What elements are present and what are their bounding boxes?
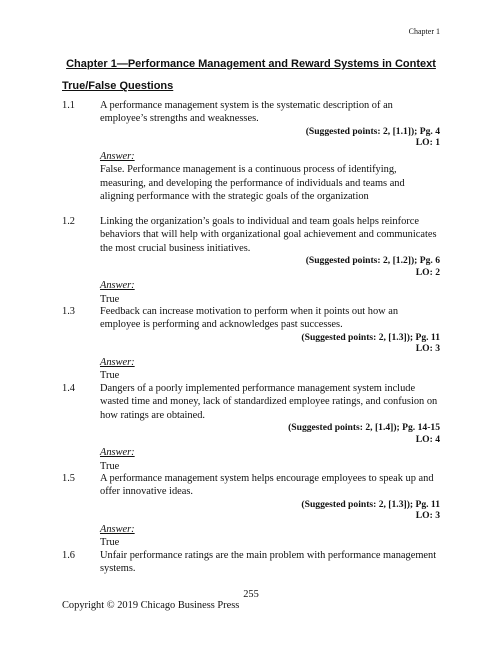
question-text: Linking the organization’s goals to individual and team goals helps reinforce behaviors that will help with organizational goal achievement and communicates the most crucial business initiatives. [100,216,437,254]
question-1-4 [62,382,440,473]
question-number: 1.1 [62,100,75,111]
answer-label: Answer: [100,523,135,535]
question-number: 1.2 [62,216,75,227]
chapter-title: Chapter 1—Performance Management and Reward Systems in Context [66,58,436,70]
question-points: (Suggested points: 2, [1.2]); Pg. 6 [305,255,440,267]
question-text: Unfair performance ratings are the main problem with performance management systems. [100,550,437,575]
question-lo: LO: 1 [415,137,440,149]
question-points: (Suggested points: 2, [1.3]); Pg. 11 [301,331,440,343]
question-number: 1.4 [62,383,75,394]
question-lo: LO: 2 [415,266,440,278]
question-lo: LO: 4 [415,433,440,445]
question-text: Dangers of a poorly implemented performance management system include wasted time and money, lack of standardized employee ratings, and confusion on how ratings are obtained. [100,383,438,421]
question-points: (Suggested points: 2, [1.3]); Pg. 11 [301,498,440,510]
question-text: A performance management system helps encourage employees to speak up and offer innovative ideas. [100,473,434,498]
question-text: Feedback can increase motivation to perform when it points out how an employee is performing and acknowledges past successes. [100,306,399,331]
answer-text: False. Performance management is a continuous process of identifying, measuring, and developing the performance of individuals and teams and aligning performance with the strategic goals of the organization [100,164,405,203]
copyright-notice: Copyright © 2019 Chicago Business Press [62,600,240,611]
question-text: A performance management system is the systematic description of an employee’s strengths and weaknesses. [100,100,393,125]
answer-text: True [100,537,120,549]
question-lo: LO: 3 [415,510,440,522]
answer-label: Answer: [100,150,135,162]
answer-label: Answer: [100,447,135,459]
answer-text: True [100,460,120,472]
answer-label: Answer: [100,356,135,368]
question-lo: LO: 3 [415,343,440,355]
question-points: (Suggested points: 2, [1.1]); Pg. 4 [305,125,440,137]
question-points: (Suggested points: 2, [1.4]); Pg. 14-15 [288,422,440,434]
question-1-6 [62,549,440,576]
question-number: 1.6 [62,550,75,561]
answer-label: Answer: [100,280,135,292]
question-1-1 [62,99,440,203]
question-1-5 [62,472,440,550]
question-number: 1.3 [62,306,75,317]
question-number: 1.5 [62,473,75,484]
page-number: 255 [243,589,259,600]
question-1-2 [62,215,440,306]
answer-text: True [100,370,120,382]
answer-text: True [100,293,120,305]
section-title: True/False Questions [62,80,174,92]
question-1-3 [62,305,440,383]
running-head: Chapter 1 [408,27,440,36]
